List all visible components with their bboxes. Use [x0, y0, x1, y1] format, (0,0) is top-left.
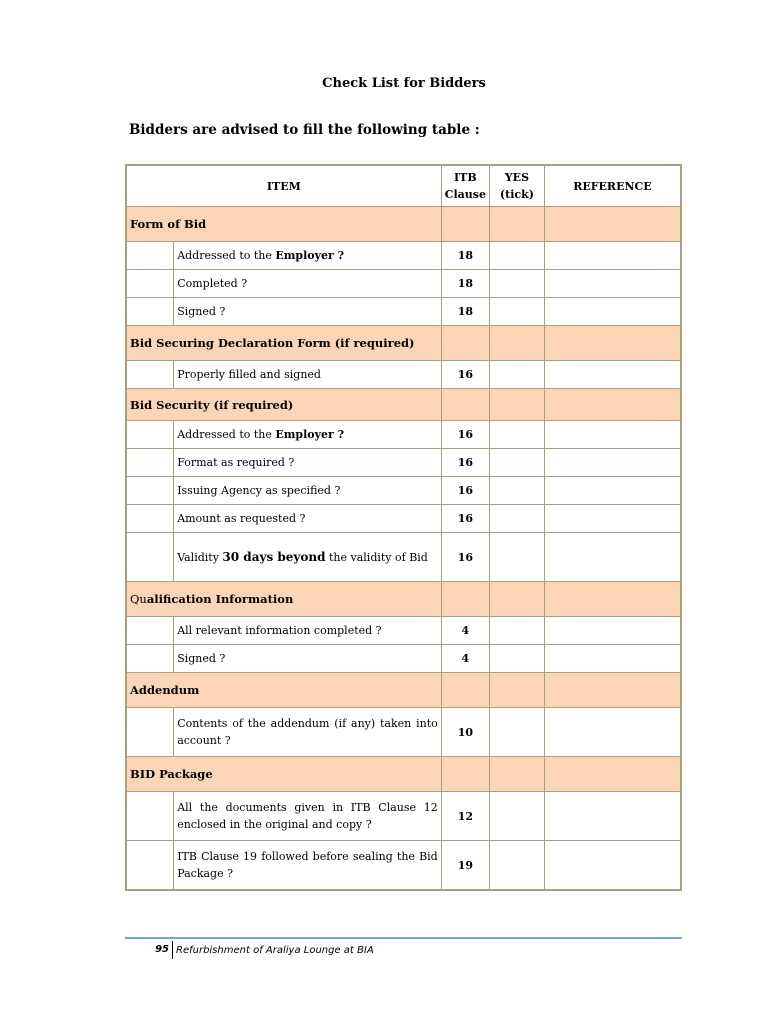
clause-cell: 16	[441, 449, 489, 477]
yes-tick-cell[interactable]	[489, 533, 544, 582]
reference-cell[interactable]	[544, 841, 681, 891]
clause-cell: 16	[441, 361, 489, 389]
clause-cell: 16	[441, 505, 489, 533]
yes-tick-cell[interactable]	[489, 270, 544, 298]
yes-tick-cell[interactable]	[489, 421, 544, 449]
item-text: Amount as requested ?	[174, 505, 442, 533]
reference-cell[interactable]	[544, 617, 681, 645]
yes-tick-cell[interactable]	[489, 242, 544, 270]
section-row-form-of-bid	[126, 207, 681, 242]
item-text: All relevant information completed ?	[174, 617, 442, 645]
reference-cell[interactable]	[544, 270, 681, 298]
table-row	[126, 617, 681, 645]
yes-tick-cell[interactable]	[489, 449, 544, 477]
yes-tick-cell[interactable]	[489, 841, 544, 891]
item-text: Format as required ?	[174, 449, 442, 477]
item-text: Signed ?	[174, 645, 442, 673]
item-text: Addressed to the Employer ?	[174, 242, 442, 270]
reference-cell[interactable]	[544, 298, 681, 326]
reference-cell[interactable]	[544, 533, 681, 582]
table-row	[126, 505, 681, 533]
clause-cell: 18	[441, 242, 489, 270]
section-row-qualification-information	[126, 582, 681, 617]
clause-cell: 4	[441, 645, 489, 673]
table-row	[126, 792, 681, 841]
section-label: BID Package	[126, 757, 441, 792]
clause-cell: 10	[441, 708, 489, 757]
reference-cell[interactable]	[544, 477, 681, 505]
item-text: Signed ?	[174, 298, 442, 326]
intro-text: Bidders are advised to fill the following table :	[129, 122, 480, 138]
reference-cell[interactable]	[544, 361, 681, 389]
checklist-table	[125, 164, 682, 891]
table-row	[126, 645, 681, 673]
clause-cell: 18	[441, 298, 489, 326]
reference-cell[interactable]	[544, 708, 681, 757]
page-number: 95	[125, 941, 173, 959]
clause-cell: 4	[441, 617, 489, 645]
item-text: Completed ?	[174, 270, 442, 298]
yes-tick-cell[interactable]	[489, 792, 544, 841]
clause-cell: 18	[441, 270, 489, 298]
footer-divider	[125, 937, 682, 939]
section-row-bid-securing-declaration	[126, 326, 681, 361]
yes-tick-cell[interactable]	[489, 477, 544, 505]
section-row-bid-security	[126, 389, 681, 421]
item-text: Issuing Agency as specified ?	[174, 477, 442, 505]
table-row	[126, 270, 681, 298]
table-row	[126, 242, 681, 270]
reference-cell[interactable]	[544, 421, 681, 449]
section-label: Addendum	[126, 673, 441, 708]
reference-cell[interactable]	[544, 449, 681, 477]
header-item: ITEM	[126, 165, 441, 207]
page-title: Check List for Bidders	[322, 76, 486, 91]
section-label: Qualification Information	[126, 582, 441, 617]
yes-tick-cell[interactable]	[489, 617, 544, 645]
yes-tick-cell[interactable]	[489, 361, 544, 389]
page-footer	[125, 940, 374, 960]
table-row	[126, 841, 681, 891]
yes-tick-cell[interactable]	[489, 298, 544, 326]
section-label: Form of Bid	[126, 207, 441, 242]
yes-tick-cell[interactable]	[489, 708, 544, 757]
section-row-bid-package	[126, 757, 681, 792]
section-row-addendum	[126, 673, 681, 708]
section-label: Bid Security (if required)	[126, 389, 441, 421]
header-reference: REFERENCE	[544, 165, 681, 207]
reference-cell[interactable]	[544, 792, 681, 841]
item-text: Addressed to the Employer ?	[174, 421, 442, 449]
table-row	[126, 298, 681, 326]
table-header-row	[126, 165, 681, 207]
clause-cell: 16	[441, 477, 489, 505]
header-itb-clause: ITB Clause	[441, 165, 489, 207]
clause-cell: 16	[441, 533, 489, 582]
clause-cell: 19	[441, 841, 489, 891]
item-text: Properly filled and signed	[174, 361, 442, 389]
item-text: ITB Clause 19 followed before sealing the Bid Package ?	[174, 841, 442, 891]
yes-tick-cell[interactable]	[489, 505, 544, 533]
table-row	[126, 449, 681, 477]
item-text: Contents of the addendum (if any) taken into account ?	[174, 708, 442, 757]
item-text: Validity 30 days beyond the validity of Bid	[174, 533, 442, 582]
reference-cell[interactable]	[544, 242, 681, 270]
table-row	[126, 361, 681, 389]
item-text: All the documents given in ITB Clause 12 enclosed in the original and copy ?	[174, 792, 442, 841]
table-row	[126, 533, 681, 582]
header-yes-tick: YES (tick)	[489, 165, 544, 207]
clause-cell: 12	[441, 792, 489, 841]
clause-cell: 16	[441, 421, 489, 449]
table-row	[126, 421, 681, 449]
table-row	[126, 708, 681, 757]
reference-cell[interactable]	[544, 645, 681, 673]
footer-text: Refurbishment of Araliya Lounge at BIA	[176, 944, 374, 956]
yes-tick-cell[interactable]	[489, 645, 544, 673]
reference-cell[interactable]	[544, 505, 681, 533]
table-row	[126, 477, 681, 505]
section-label: Bid Securing Declaration Form (if required)	[126, 326, 441, 361]
